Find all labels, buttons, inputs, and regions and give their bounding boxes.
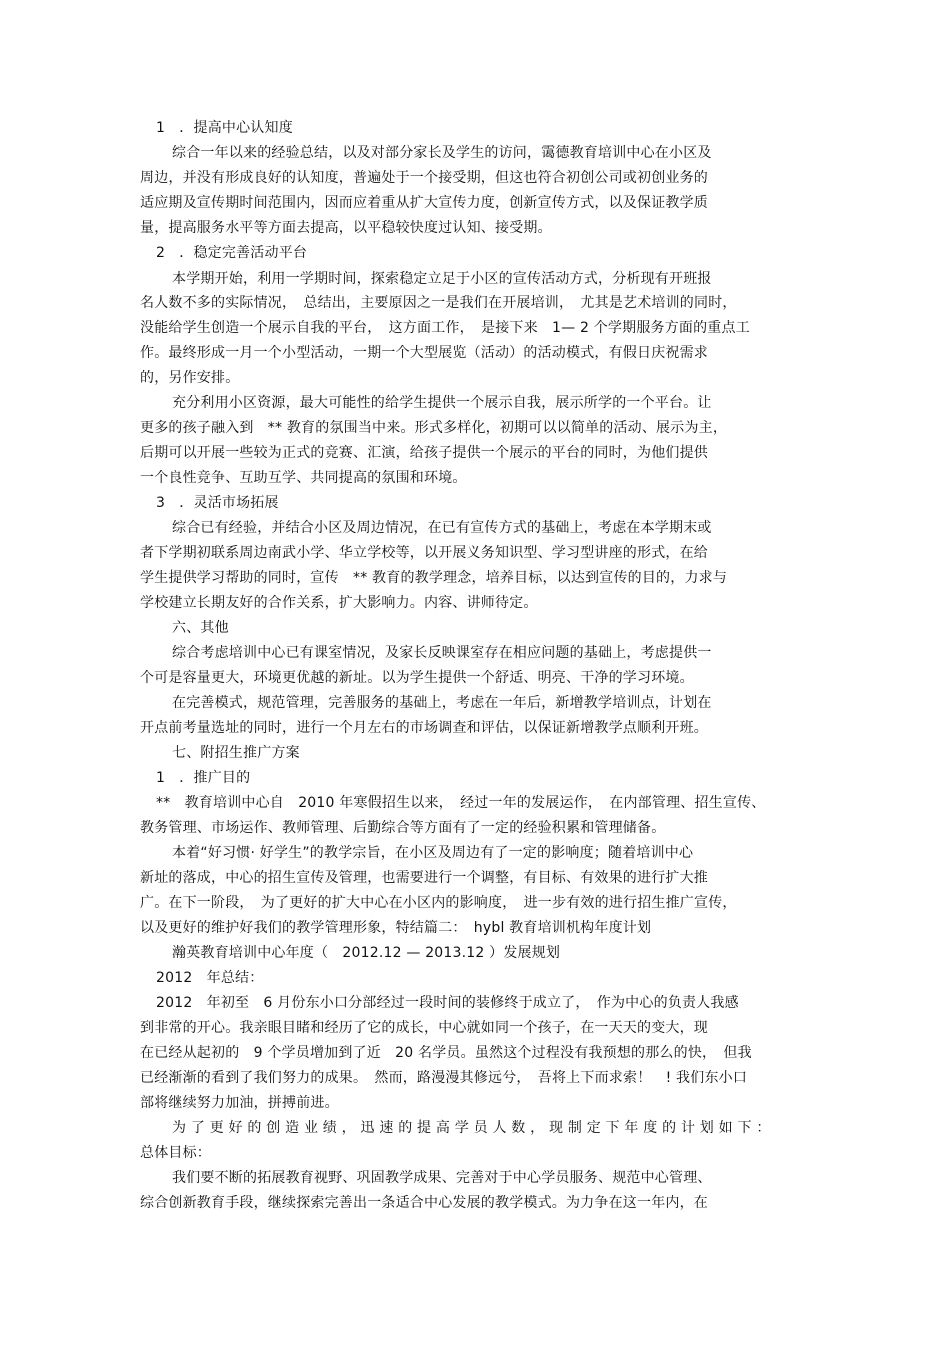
section-heading-7: 七、附招生推广方案 <box>172 745 300 761</box>
text-line: 一个良性竞争、互助互学、共同提高的氛围和环境。 <box>140 470 467 486</box>
plan-title: 瀚英教育培训中心年度（ 2012.12 — 2013.12 ）发展规划 <box>172 945 561 961</box>
text-line: 已经渐渐的看到了我们努力的成果。 然而，路漫漫其修远兮， 吾将上下而求索！ ! 我们东小口 <box>140 1070 748 1086</box>
text-line: 的，另作安排。 <box>140 370 240 386</box>
summary-heading: 2012 年总结： <box>156 970 264 986</box>
text-line: 综合一年以来的经验总结，以及对部分家长及学生的访问，霭德教育培训中心在小区及 <box>172 145 712 161</box>
heading-1-purpose: 1 ．推广目的 <box>156 770 251 786</box>
heading-2: 2 ．稳定完善活动平台 <box>156 245 308 261</box>
overall-goal-heading: 总体目标： <box>140 1145 211 1161</box>
text-line: 学校建立长期友好的合作关系，扩大影响力。内容、讲师待定。 <box>140 595 538 611</box>
text-line: 本学期开始，利用一学期时间，探索稳定立足于小区的宣传活动方式，分析现有开班报 <box>172 271 712 287</box>
text-line: 为 了 更 好 的 创 造 业 绩 ， 迅 速 的 提 高 学 员 人 数 ， 现 制 定 下 年 度 的 计 划 如 下 ： <box>172 1120 771 1136</box>
text-line: 2012 年初至 6 月份东小口分部经过一段时间的装修终于成立了， 作为中心的负责人我感 <box>156 995 739 1011</box>
text-line: 充分利用小区资源，最大可能性的给学生提供一个展示自我，展示所学的一个平台。让 <box>172 395 712 411</box>
heading-1: 1 ．提高中心认知度 <box>156 120 293 136</box>
text-line: 作。最终形成一月一个小型活动，一期一个大型展览（活动）的活动模式，有假日庆祝需求 <box>140 345 708 361</box>
text-line: 在完善模式，规范管理，完善服务的基础上，考虑在一年后，新增教学培训点，计划在 <box>172 695 712 711</box>
text-line: 我们要不断的拓展教育视野、巩固教学成果、完善对于中心学员服务、规范中心管理、 <box>172 1170 712 1186</box>
text-line: 教务管理、市场运作、教师管理、后勤综合等方面有了一定的经验积累和管理储备。 <box>140 820 666 836</box>
text-line: 综合考虑培训中心已有课室情况，及家长反映课室存在相应问题的基础上，考虑提供一 <box>172 645 712 661</box>
text-line: 到非常的开心。我亲眼目睹和经历了它的成长，中心就如同一个孩子，在一天天的变大，现 <box>140 1020 708 1036</box>
text-line: 在已经从起初的 9 个学员增加到了近 20 名学员。虽然这个过程没有我预想的那么的快， 但我 <box>140 1045 752 1061</box>
text-line: 后期可以开展一些较为正式的竞赛、汇演，给孩子提供一个展示的平台的同时，为他们提供 <box>140 445 708 461</box>
heading-3: 3 ．灵活市场拓展 <box>156 495 279 511</box>
text-line: 本着“好习惯· 好学生”的教学宗旨，在小区及周边有了一定的影响度；随着培训中心 <box>172 845 694 861</box>
text-line: 以及更好的维护好我们的教学管理形象，特结篇二： hybl 教育培训机构年度计划 <box>140 920 652 936</box>
text-line: 广。在下一阶段， 为了更好的扩大中心在小区内的影响度， 进一步有效的进行招生推广宣传， <box>140 895 737 911</box>
text-line: 部将继续努力加油，拼搏前进。 <box>140 1095 339 1111</box>
text-line: 新址的落成，中心的招生宣传及管理，也需要进行一个调整，有目标、有效果的进行扩大推 <box>140 870 708 886</box>
text-line: 开点前考量选址的同时，进行一个月左右的市场调查和评估，以保证新增教学点顺利开班。 <box>140 720 708 736</box>
text-line: 综合已有经验，并结合小区及周边情况，在已有宣传方式的基础上，考虑在本学期末或 <box>172 520 712 536</box>
text-line: 更多的孩子融入到 ** 教育的氛围当中来。形式多样化，初期可以以简单的活动、展示为主， <box>140 420 728 436</box>
text-line: 综合创新教育手段，继续探索完善出一条适合中心发展的教学模式。为力争在这一年内，在 <box>140 1195 708 1211</box>
text-line: 个可是容量更大，环境更优越的新址。以为学生提供一个舒适、明亮、干净的学习环境。 <box>140 670 694 686</box>
text-line: 适应期及宣传期时间范围内，因而应着重从扩大宣传力度，创新宣传方式，以及保证教学质 <box>140 195 708 211</box>
text-line: 学生提供学习帮助的同时，宣传 ** 教育的教学理念，培养目标，以达到宣传的目的，力求与 <box>140 570 728 586</box>
text-line: ** 教育培训中心自 2010 年寒假招生以来， 经过一年的发展运作， 在内部管理、招生宣传、 <box>156 795 766 811</box>
section-heading-6: 六、其他 <box>172 620 229 636</box>
text-line: 没能给学生创造一个展示自我的平台， 这方面工作， 是接下来 1— 2 个学期服务方面的重点工 <box>140 320 750 336</box>
text-line: 周边，并没有形成良好的认知度，普遍处于一个接受期，但这也符合初创公司或初创业务的 <box>140 170 708 186</box>
text-line: 量，提高服务水平等方面去提高，以平稳较快度过认知、接受期。 <box>140 220 552 236</box>
text-line: 名人数不多的实际情况， 总结出，主要原因之一是我们在开展培训， 尤其是艺术培训的同时， <box>140 295 737 311</box>
text-line: 者下学期初联系周边南武小学、华立学校等，以开展义务知识型、学习型讲座的形式，在给 <box>140 545 708 561</box>
